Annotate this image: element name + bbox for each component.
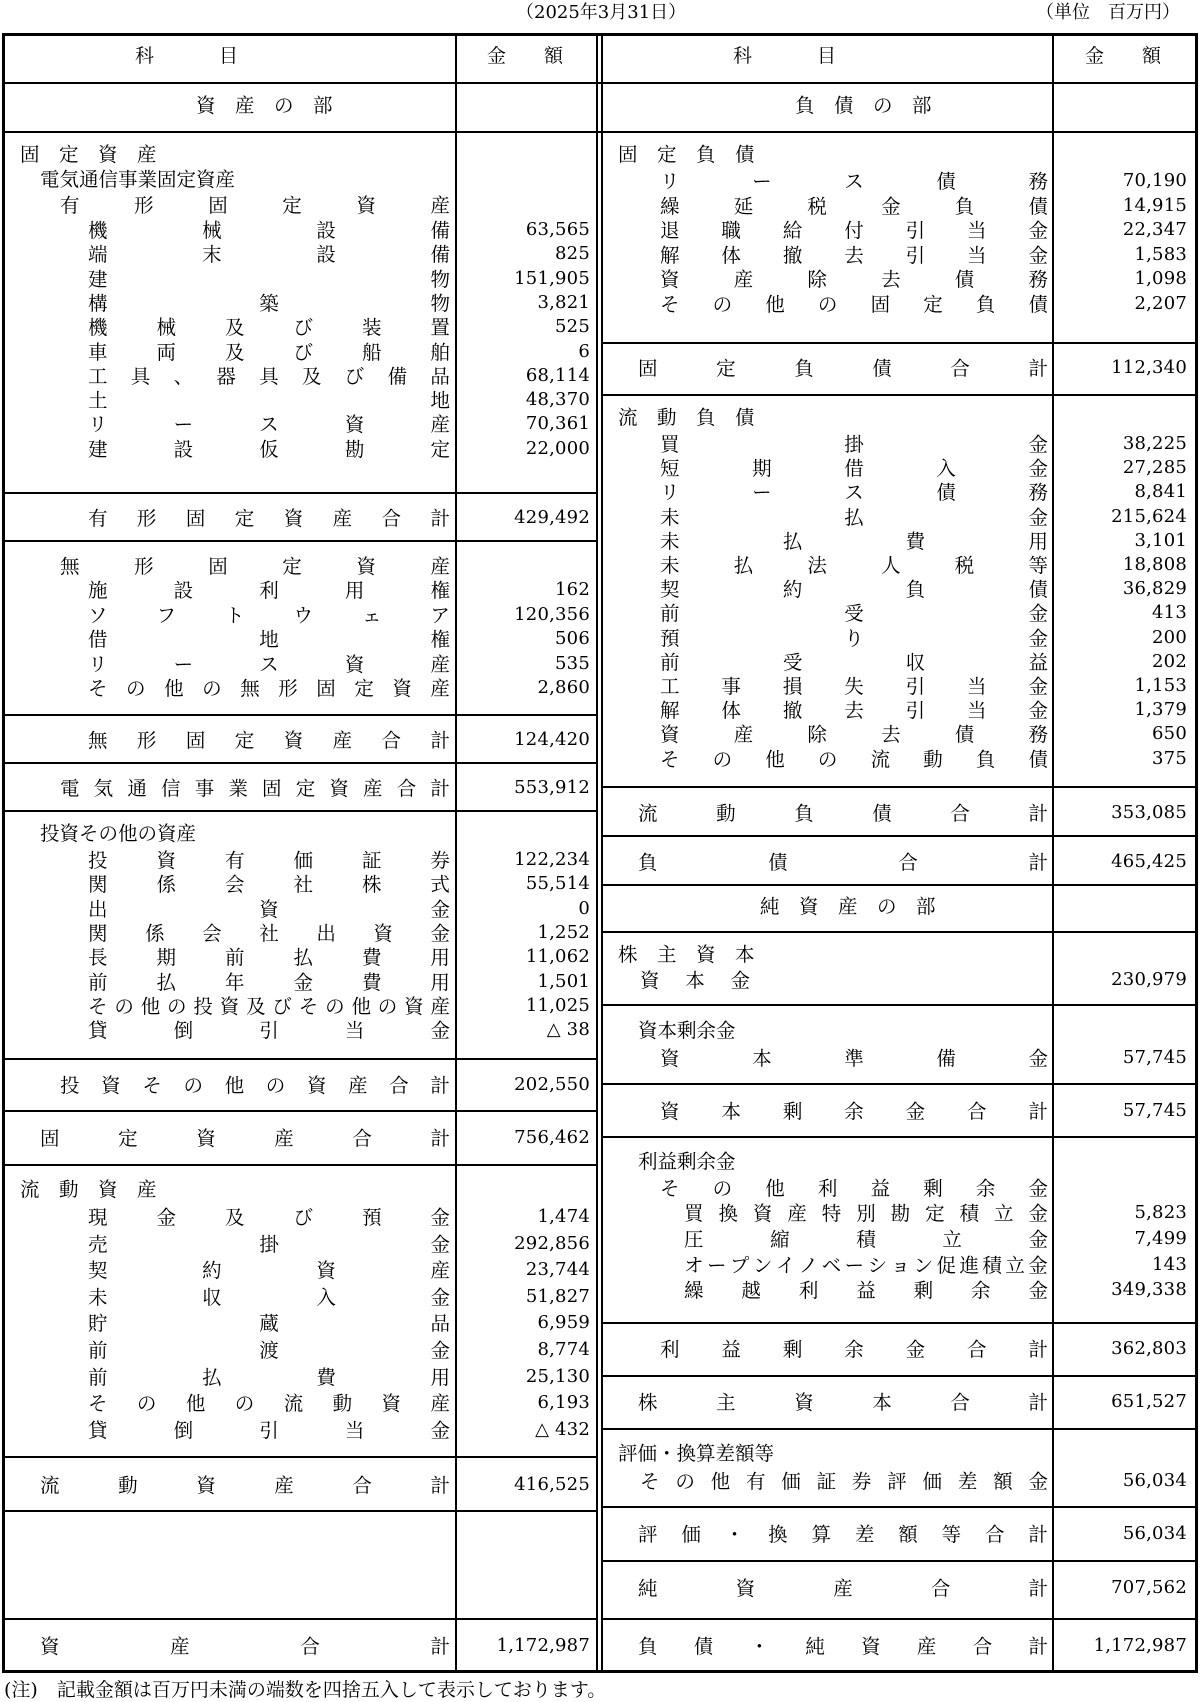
liability-row-label: 契 約 負 債 [660,578,1048,602]
intangible-title: 無 形 固 定 資 産 [60,555,450,578]
retained-row-amount: 5,823 [1134,1202,1187,1223]
asset-row-label: そ の 他 の 投 資 及 び そ の 他 の 資 産 [88,994,450,1018]
asset-row-amount: 8,774 [537,1339,590,1360]
asset-row-amount: 525 [555,316,590,338]
liability-row-amount: 18,808 [1122,554,1187,575]
liabilities-section-title: 負 債 の 部 [795,94,932,117]
grand-total-amount: 1,172,987 [1093,1635,1187,1656]
liability-row-amount: 22,347 [1122,219,1187,241]
asset-row-amount: 292,856 [514,1232,590,1254]
liability-row-label: 未 払 法 人 税 等 [660,554,1048,577]
liability-row-amount: 27,285 [1122,457,1187,479]
capital-amount: 230,979 [1111,969,1187,990]
liability-row-amount: 650 [1152,723,1187,745]
liability-row-amount: 14,915 [1122,194,1187,216]
asset-row-amount: 825 [555,243,590,265]
asset-row-label: 土 地 [88,389,450,413]
col-item-header-left: 科 目 [135,45,241,67]
asset-row-amount: △ 38 [546,1019,590,1041]
asset-row-amount: 535 [555,652,590,674]
asset-row-amount: 1,252 [537,921,590,943]
asset-row-label: 機 械 及 び 装 置 [88,316,450,340]
capital-reserve-label: 資 本 準 備 金 [660,1047,1048,1070]
asset-row-label: 関 係 会 社 出 資 金 [88,921,450,945]
asset-row-label: 長 期 前 払 費 用 [88,946,450,970]
footnote: (注) 記載金額は百万円未満の端数を四捨五入して表示しております。 [4,1679,607,1701]
retained-row-label: 買 換 資 産 特 別 勘 定 積 立 金 [684,1202,1048,1225]
liability-row-label: そ の 他 の 固 定 負 債 [660,293,1048,316]
asset-row-amount: 122,234 [514,849,590,870]
retained-earnings-title: 利益剰余金 [638,1150,736,1173]
capital-surplus-total-label: 資 本 剰 余 金 合 計 [660,1100,1048,1123]
asset-row-label: リ ー ス 資 産 [88,413,450,437]
shareholders-equity-title: 株 主 資 本 [618,943,755,966]
liability-row-label: 前 受 収 益 [660,650,1048,674]
tangible-total-label: 有 形 固 定 資 産 合 計 [88,507,450,530]
asset-row-label: 関 係 会 社 株 式 [88,873,450,897]
current-assets-total-label: 流 動 資 産 合 計 [40,1474,450,1497]
telecom-total-label: 電 気 通 信 事 業 固 定 資 産 合 計 [60,777,450,800]
col-item-header-right: 科 目 [733,45,839,67]
asset-row-amount: 2,860 [537,677,590,698]
capital-label: 資 本 金 [640,969,750,992]
asset-row-amount: 162 [555,579,590,600]
intangible-total-label: 無 形 固 定 資 産 合 計 [88,729,450,752]
liability-row-label: 退 職 給 付 引 当 金 [660,219,1048,243]
liability-row-label: 資 産 除 去 債 務 [660,723,1048,747]
asset-row-label: 構 築 物 [88,291,450,315]
col-amount-header-left: 金 額 [487,45,564,67]
liability-row-amount: 3,101 [1134,529,1187,551]
tangible-fixed-assets-title: 有 形 固 定 資 産 [60,194,450,217]
asset-row-label: 機 械 設 備 [88,219,450,242]
asset-row-label: 車 両 及 び 船 舶 [88,340,450,364]
liability-row-amount: 36,829 [1122,578,1187,600]
asset-row-amount: 68,114 [525,364,590,386]
net-assets-total-amount: 707,562 [1111,1577,1187,1598]
liability-row-label: 解 体 撤 去 引 当 金 [660,243,1048,267]
asset-row-amount: 63,565 [525,219,590,240]
tangible-total-amount: 429,492 [514,507,590,528]
liability-row-amount: 375 [1152,747,1187,769]
asset-row-label: ソ フ ト ウ ェ ア [88,603,450,627]
asset-row-label: そ の 他 の 無 形 固 定 資 産 [88,677,450,700]
equity-total-amount: 651,527 [1111,1391,1187,1412]
liability-row-label: そ の 他 の 流 動 負 債 [660,747,1048,771]
asset-row-label: 現 金 及 び 預 金 [88,1206,450,1229]
asset-row-label: 借 地 権 [88,628,450,651]
asset-row-amount: △ 432 [535,1418,590,1440]
capital-surplus-title: 資本剰余金 [638,1019,736,1042]
retained-total-label: 利 益 剰 余 金 合 計 [660,1338,1048,1361]
net-assets-section-title: 純 資 産 の 部 [760,895,936,918]
valuation-label: そ の 他 有 価 証 券 評 価 差 額 金 [640,1470,1048,1493]
investment-title: 投資その他の資産 [40,822,197,845]
asset-row-amount: 1,474 [537,1206,590,1227]
asset-row-label: 建 物 [88,267,450,291]
liability-row-amount: 1,583 [1134,243,1187,265]
liability-row-label: 預 り 金 [660,626,1048,650]
investment-total-amount: 202,550 [514,1074,590,1095]
asset-row-amount: 55,514 [525,873,590,895]
liability-row-label: 未 払 金 [660,505,1048,529]
liability-row-label: 前 受 金 [660,602,1048,626]
col-amount-header-right: 金 額 [1085,45,1162,67]
asset-row-amount: 23,744 [525,1259,590,1281]
liability-row-amount: 1,098 [1134,268,1187,290]
asset-row-amount: 11,062 [525,946,590,968]
retained-total-amount: 362,803 [1111,1338,1187,1359]
asset-row-label: 前 払 費 用 [88,1365,450,1389]
fixed-liabilities-total-label: 固 定 負 債 合 計 [638,357,1048,380]
asset-row-amount: 11,025 [525,994,590,1016]
asset-row-label: 工 具 、 器 具 及 び 備 品 [88,364,450,388]
assets-section-title: 資 産 の 部 [196,94,333,117]
liability-row-amount: 413 [1152,602,1187,624]
retained-row-amount: 349,338 [1111,1279,1187,1301]
asset-row-amount: 70,361 [525,413,590,435]
liability-row-label: 短 期 借 入 金 [660,457,1048,481]
asset-row-label: 未 収 入 金 [88,1285,450,1309]
asset-row-amount: 25,130 [525,1365,590,1387]
investment-total-label: 投 資 そ の 他 の 資 産 合 計 [60,1074,450,1097]
retained-row-label: 繰 越 利 益 剰 余 金 [684,1279,1048,1303]
liability-row-label: 未 払 費 用 [660,529,1048,553]
valuation-total-amount: 56,034 [1122,1523,1187,1544]
liability-row-amount: 2,207 [1134,293,1187,314]
retained-row-amount: 7,499 [1134,1227,1187,1249]
liability-row-amount: 1,379 [1134,699,1187,721]
asset-row-amount: 0 [578,897,590,919]
liability-row-amount: 70,190 [1122,170,1187,191]
asset-row-amount: 48,370 [525,389,590,411]
liability-row-amount: 8,841 [1134,481,1187,503]
current-assets-title: 流 動 資 産 [20,1178,157,1201]
retained-row-label: 圧 縮 積 立 金 [684,1227,1048,1251]
asset-row-amount: 51,827 [525,1285,590,1307]
asset-row-amount: 6 [578,340,590,362]
asset-row-label: 施 設 利 用 権 [88,579,450,602]
current-liabilities-total-label: 流 動 負 債 合 計 [638,802,1048,825]
asset-row-label: 端 末 設 備 [88,243,450,267]
asset-row-amount: 6,959 [537,1312,590,1334]
net-assets-total-label: 純 資 産 合 計 [638,1577,1048,1600]
asset-row-label: 投 資 有 価 証 券 [88,849,450,872]
capital-reserve-amount: 57,745 [1122,1047,1187,1068]
asset-row-amount: 151,905 [514,267,590,289]
liability-row-label: 買 掛 金 [660,433,1048,456]
grand-total-label: 負 債 ・ 純 資 産 合 計 [638,1635,1048,1658]
asset-row-amount: 506 [555,628,590,649]
asset-row-amount: 3,821 [537,291,590,313]
liability-row-amount: 200 [1152,626,1187,648]
current-assets-total-amount: 416,525 [514,1474,590,1495]
retained-row-label: オ ー プ ン イ ノ ベ ー シ ョ ン 促 進 積 立 金 [684,1253,1048,1277]
liability-row-label: リ ー ス 債 務 [660,170,1048,193]
asset-row-label: リ ー ス 資 産 [88,652,450,676]
asset-row-label: 貸 倒 引 当 金 [88,1019,450,1043]
other-retained-title: そ の 他 利 益 剰 余 金 [660,1177,1048,1200]
asset-row-amount: 6,193 [537,1392,590,1414]
fixed-assets-title: 固 定 資 産 [20,143,157,166]
asset-row-label: 売 掛 金 [88,1232,450,1256]
liability-row-label: リ ー ス 債 務 [660,481,1048,505]
telecom-total-amount: 553,912 [514,777,590,798]
fixed-liabilities-total-amount: 112,340 [1111,357,1187,378]
assets-total-label: 資 産 合 計 [40,1635,450,1658]
liability-row-label: 資 産 除 去 債 務 [660,268,1048,292]
asset-row-label: 前 渡 金 [88,1339,450,1362]
asset-row-amount: 1,501 [537,970,590,992]
liability-row-amount: 215,624 [1111,505,1187,527]
valuation-total-label: 評 価 ・ 換 算 差 額 等 合 計 [638,1523,1048,1546]
current-liabilities-total-amount: 353,085 [1111,802,1187,823]
telecom-fixed-assets-title: 電気通信事業固定資産 [40,168,236,191]
liability-row-amount: 202 [1152,650,1187,672]
valuation-amount: 56,034 [1122,1470,1187,1491]
liability-row-label: 工 事 損 失 引 当 金 [660,675,1048,698]
asset-row-label: 貸 倒 引 当 金 [88,1418,450,1442]
asset-row-label: そ の 他 の 流 動 資 産 [88,1392,450,1416]
asset-row-amount: 120,356 [514,603,590,625]
asset-row-label: 出 資 金 [88,897,450,921]
liability-row-label: 解 体 撤 去 引 当 金 [660,699,1048,723]
intangible-total-amount: 124,420 [514,729,590,750]
asset-row-label: 貯 蔵 品 [88,1312,450,1336]
assets-total-amount: 1,172,987 [496,1635,590,1656]
valuation-title: 評価・換算差額等 [618,1442,775,1465]
current-liabilities-title: 流 動 負 債 [618,406,755,429]
fixed-assets-total-amount: 756,462 [514,1127,590,1148]
liability-row-label: 繰 延 税 金 負 債 [660,194,1048,218]
asset-row-label: 建 設 仮 勘 定 [88,437,450,461]
liabilities-total-amount: 465,425 [1111,851,1187,872]
capital-surplus-total-amount: 57,745 [1122,1100,1187,1121]
asset-row-amount: 22,000 [525,437,590,459]
asset-row-label: 契 約 資 産 [88,1259,450,1283]
fixed-liabilities-title: 固 定 負 債 [618,143,755,166]
asset-row-label: 前 払 年 金 費 用 [88,970,450,994]
retained-row-amount: 143 [1152,1253,1187,1275]
liabilities-total-label: 負 債 合 計 [638,851,1048,874]
liability-row-amount: 38,225 [1122,433,1187,454]
liability-row-amount: 1,153 [1134,675,1187,696]
balance-date: （2025年3月31日） [516,2,687,23]
equity-total-label: 株 主 資 本 合 計 [638,1391,1048,1414]
fixed-assets-total-label: 固 定 資 産 合 計 [40,1127,450,1150]
unit-label: （単位 百万円） [1036,2,1180,23]
